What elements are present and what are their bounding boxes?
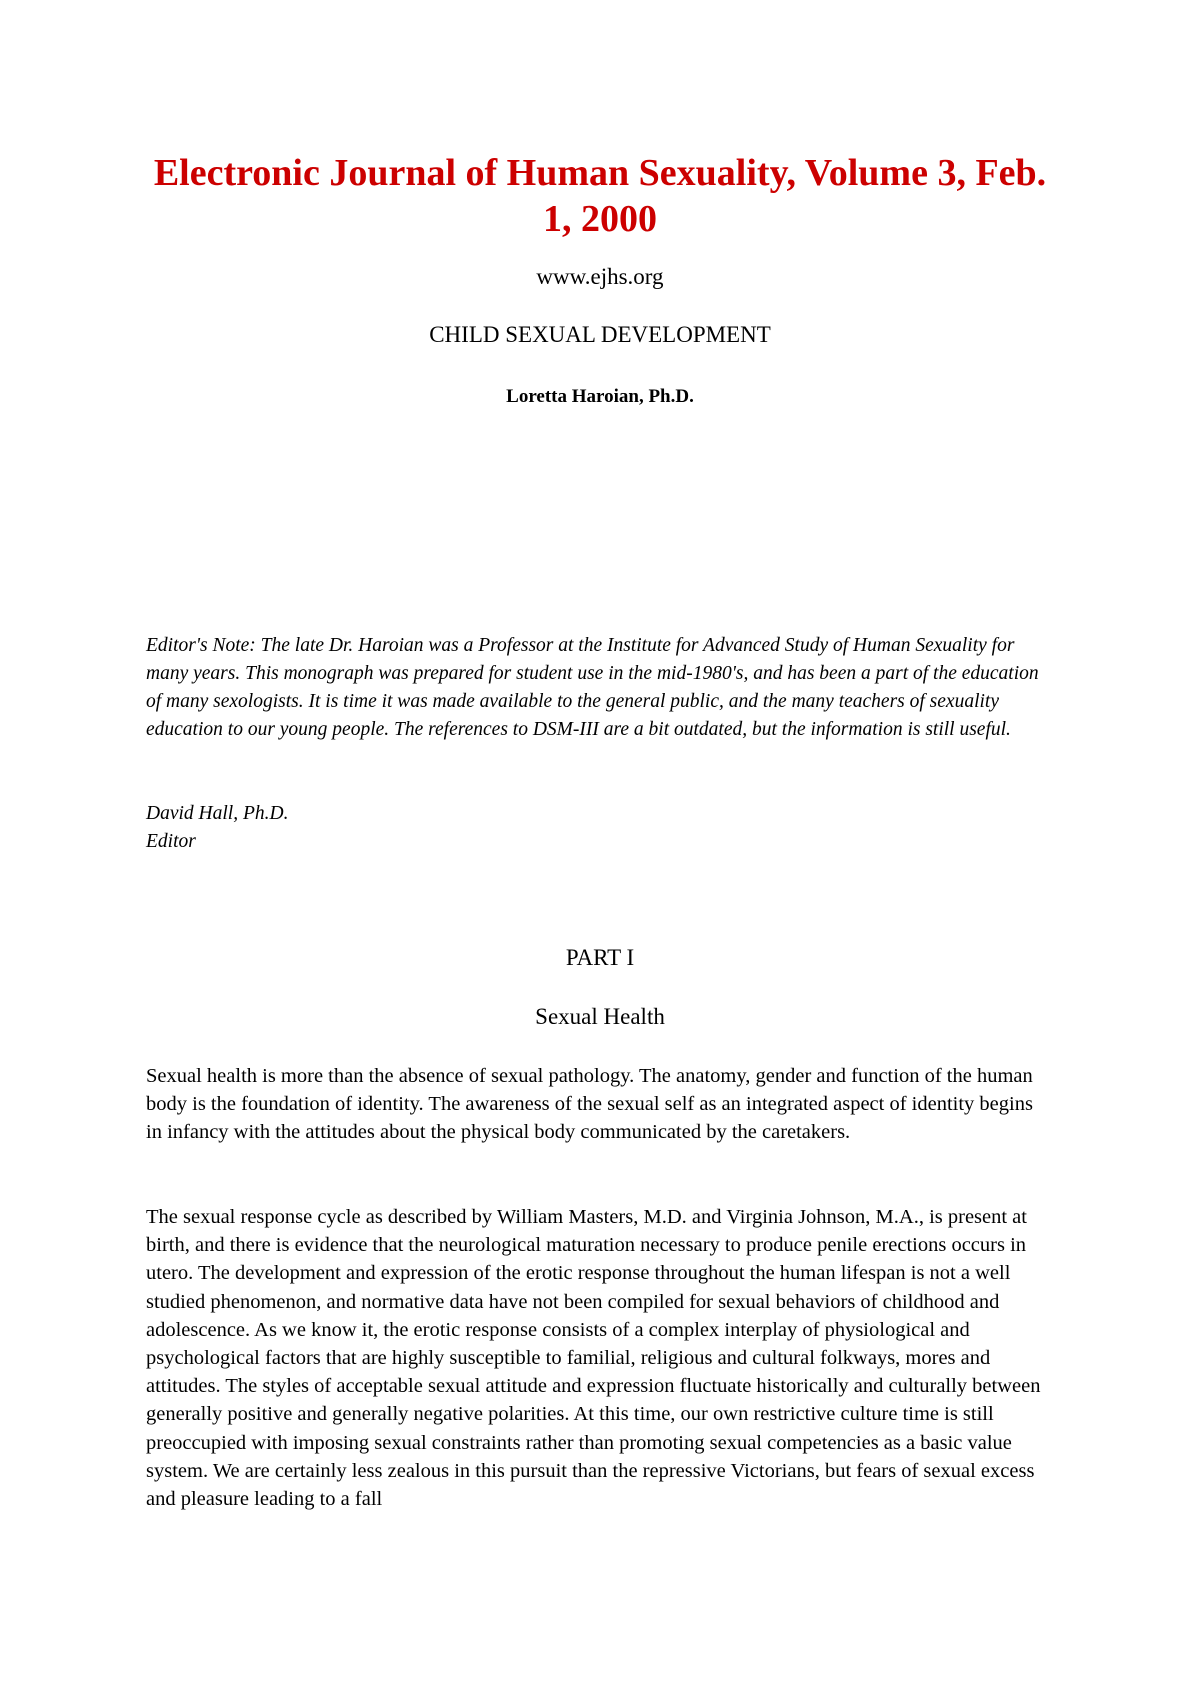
body-paragraph: Sexual health is more than the absence of sexual pathology. The anatomy, gender and function of the human body is the foundation of identity. The awareness of the sexual self as an integrated aspect of identity begins in infancy with the attitudes about the physical body communicated by the caretakers. [146, 1065, 1033, 1144]
editors-note: Editor's Note: The late Dr. Haroian was a Professor at the Institute for Advanced Study of Human Sexuality for many years. This monograph was prepared for student use in the mid-1980's, and has been a part of the education of many sexologists. It is time it was made available to the general public, and the many teachers of sexuality education to our young people. The references to DSM-III are a bit outdated, but the information is still useful. [146, 635, 1039, 740]
editor-name: David Hall, Ph.D. [146, 803, 289, 824]
body-paragraph: The sexual response cycle as described by William Masters, M.D. and Virginia Johnson, M.A., is present at birth, and there is evidence that the neurological maturation necessary to produce penile erections occurs in utero. The development and expression of the erotic response throughout the human lifespan is not a well studied phenomenon, and normative data have not been compiled for sexual behaviors of childhood and adolescence. As we know it, the erotic response consists of a complex interplay of physiological and psychological factors that are highly susceptible to familial, religious and cultural folkways, mores and attitudes. The styles of acceptable sexual attitude and expression fluctuate historically and culturally between generally positive and generally negative polarities. At this time, our own restrictive culture time is still preoccupied with imposing sexual constraints rather than promoting sexual competencies as a basic value system. We are certainly less zealous in this pursuit than the repressive Victorians, but fears of sexual excess and pleasure leading to a fall [146, 1206, 1041, 1511]
article-title: CHILD SEXUAL DEVELOPMENT [429, 322, 771, 347]
editor-signature [146, 800, 288, 856]
editor-role: Editor [146, 831, 196, 852]
part-label: PART I [565, 945, 635, 970]
section-heading: Sexual Health [535, 1004, 665, 1029]
journal-title: Electronic Journal of Human Sexuality, Volume 3, Feb. 1, 2000 [153, 152, 1047, 240]
journal-url: www.ejhs.org [536, 264, 664, 289]
author-name: Loretta Haroian, Ph.D. [506, 386, 694, 407]
